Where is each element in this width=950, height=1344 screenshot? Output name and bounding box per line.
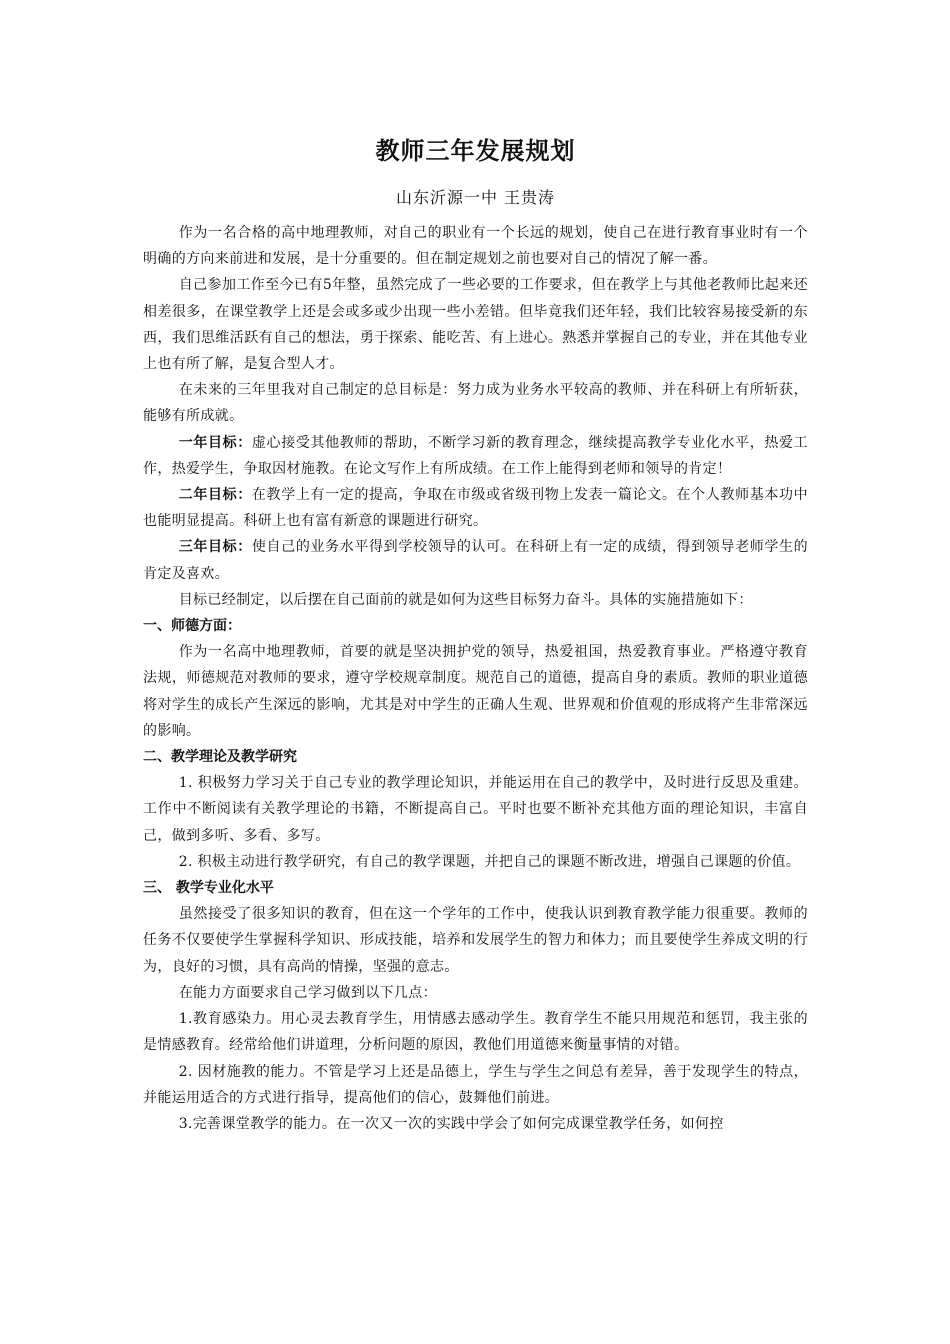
heading-theory: 二、教学理论及教学研究 xyxy=(143,749,297,766)
paragraph-ability-2: 2. 因材施教的能力。不管是学习上还是品德上，学生与学生之间总有差异，善于发现学生的特点，并能运用适合的方式进行指导，提高他们的信心，鼓舞他们前进。 xyxy=(143,1063,808,1106)
paragraph-theory-1: 1. 积极努力学习关于自己专业的教学理论知识，并能运用在自己的教学中，及时进行反思及重建。工作中不断阅读有关教学理论的书籍，不断提高自己。平时也要不断补充其他方面的理论知识，丰富自己，做到多听、多看、多写。 xyxy=(143,775,808,844)
paragraph-self-assessment: 自己参加工作至今已有5年整，虽然完成了一些必要的工作要求，但在教学上与其他老教师比起来还相差很多，在课堂教学上还是会或多或少出现一些小差错。但毕竟我们还年轻，我们比较容易接受新的东西，我们思维活跃有自己的想法，勇于探索、能吃苦、有上进心。熟悉并掌握自己的专业，并在其他专业上也有所了解，是复合型人才。 xyxy=(143,277,808,373)
paragraph-goal-year-3 xyxy=(143,534,808,586)
goal-year-2-label: 二年目标： xyxy=(178,487,252,504)
paragraph-ability-1: 1.教育感染力。用心灵去教育学生，用情感去感动学生。教育学生不能只用规范和惩罚，我主张的是情感教育。经常给他们讲道理，分析问题的原因，教他们用道德来衡量事情的对错。 xyxy=(143,1011,808,1054)
goal-year-1-text: 虚心接受其他教师的帮助，不断学习新的教育理念，继续提高教学专业化水平，热爱工作，热爱学生，争取因材施教。在论文写作上有所成绩。在工作上能得到老师和领导的肯定！ xyxy=(143,434,808,477)
goal-year-3-text: 使自己的业务水平得到学校领导的认可。在科研上有一定的成绩，得到领导老师学生的肯定及喜欢。 xyxy=(143,539,808,582)
paragraph-overall-goal: 在未来的三年里我对自己制定的总目标是：努力成为业务水平较高的教师、并在科研上有所斩获，能够有所成就。 xyxy=(143,382,808,425)
paragraph-intro: 作为一名合格的高中地理教师，对自己的职业有一个长远的规划，使自己在进行教育事业时有一个明确的方向来前进和发展，是十分重要的。但在制定规划之前也要对自己的情况了解一番。 xyxy=(143,225,808,268)
goal-year-1-label: 一年目标： xyxy=(178,434,252,451)
paragraph-ability-intro: 在能力方面要求自己学习做到以下几点： xyxy=(178,984,437,1001)
paragraph-ethics: 作为一名高中地理教师，首要的就是坚决拥护党的领导，热爱祖国，热爱教育事业。严格遵守教育法规，师德规范对教师的要求，遵守学校规章制度。规范自己的道德，提高自身的素质。教师的职业道德将对学生的成长产生深远的影响，尤其是对中学生的正确人生观、世界观和价值观的形成将产生非常深远的影响。 xyxy=(143,644,808,739)
document-body xyxy=(143,220,808,1137)
heading-ethics: 一、师德方面： xyxy=(143,618,241,635)
heading-professional-level: 三、 教学专业化水平 xyxy=(143,880,274,897)
goal-year-2-text: 在教学上有一定的提高，争取在市级或省级刊物上发表一篇论文。在个人教师基本功中也能明显提高。科研上也有富有新意的课题进行研究。 xyxy=(143,487,808,530)
goal-year-3-label: 三年目标： xyxy=(178,539,252,556)
paragraph-professional: 虽然接受了很多知识的教育，但在这一个学年的工作中，使我认识到教育教学能力很重要。教师的任务不仅要使学生掌握科学知识、形成技能，培养和发展学生的智力和体力；而且要使学生养成文明的行为，良好的习惯，具有高尚的情操，坚强的意志。 xyxy=(143,906,808,975)
document-author: 山东沂源一中 王贵涛 xyxy=(395,188,556,207)
paragraph-measures: 目标已经制定，以后摆在自己面前的就是如何为这些目标努力奋斗。具体的实施措施如下： xyxy=(178,591,753,608)
paragraph-ability-3: 3.完善课堂教学的能力。在一次又一次的实践中学会了如何完成课堂教学任务，如何控 xyxy=(178,1115,724,1132)
document-title: 教师三年发展规划 xyxy=(375,137,576,165)
paragraph-goal-year-2 xyxy=(143,482,808,534)
paragraph-theory-2: 2. 积极主动进行教学研究，有自己的教学课题，并把自己的课题不断改进，增强自己课题的价值。 xyxy=(178,853,801,870)
paragraph-goal-year-1 xyxy=(143,430,808,482)
